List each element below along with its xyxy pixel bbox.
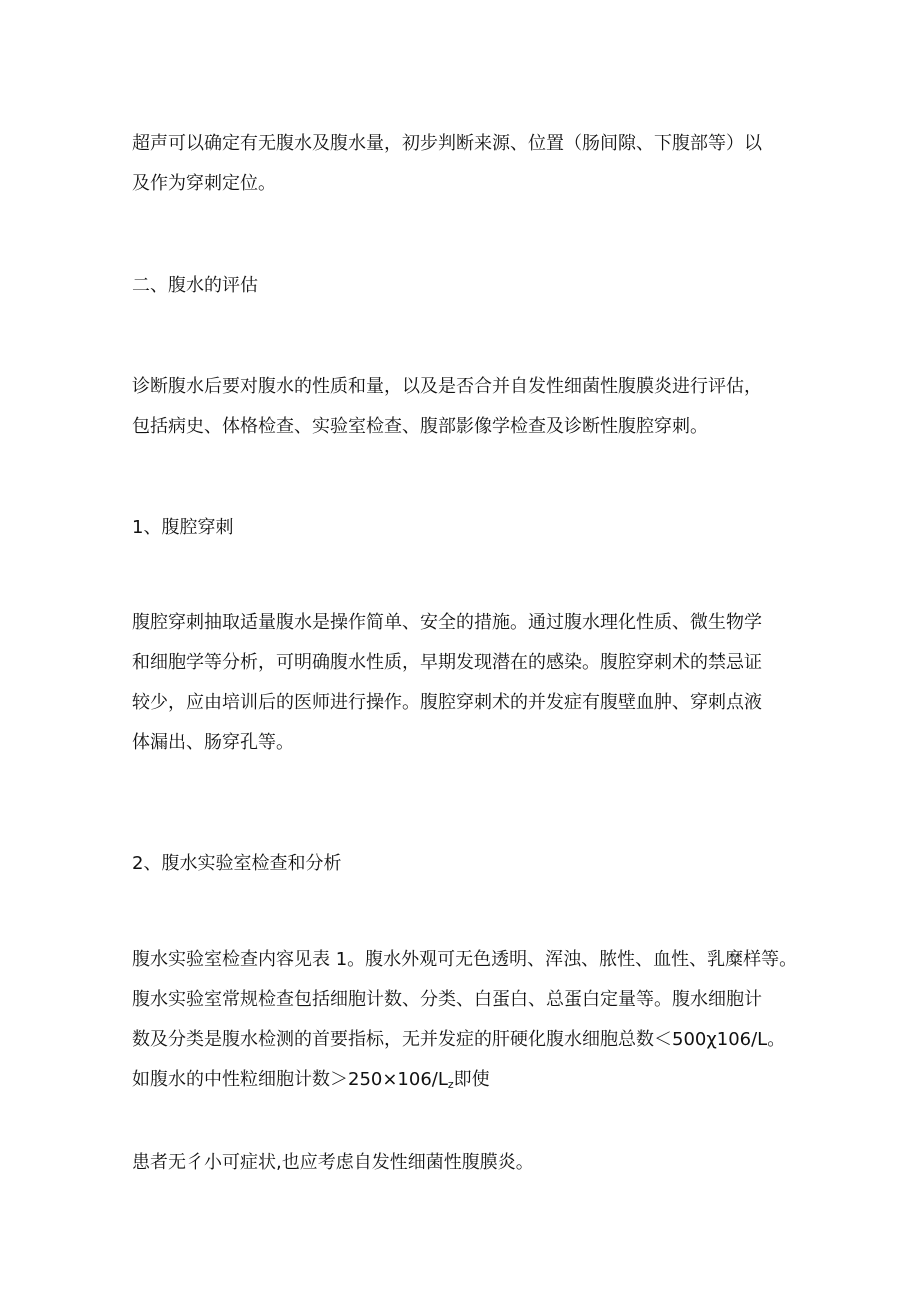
paragraph-sbp-note: 患者无彳小可症状,也应考虑自发性细菌性腹膜炎。 bbox=[132, 1152, 534, 1173]
text-fragment: 如腹水的中性粒细胞计数＞250×106/L bbox=[132, 1069, 448, 1090]
section-heading-ascites-assessment: 二、腹水的评估 bbox=[132, 275, 258, 296]
text-line: 及作为穿刺定位。 bbox=[132, 173, 276, 194]
text-line: 包括病史、体格检查、实验室检查、腹部影像学检查及诊断性腹腔穿刺。 bbox=[132, 416, 708, 437]
paragraph-lab-analysis bbox=[132, 940, 798, 1105]
paragraph-paracentesis bbox=[132, 603, 794, 763]
text-line: 超声可以确定有无腹水及腹水量，初步判断来源、位置（肠间隙、下腹部等）以 bbox=[132, 133, 762, 154]
subsection-heading-lab-analysis: 2、腹水实验室检查和分析 bbox=[132, 853, 342, 874]
text-line: 和细胞学等分析，可明确腹水性质，早期发现潜在的感染。腹腔穿刺术的禁忌证 bbox=[132, 652, 762, 673]
text-line: 诊断腹水后要对腹水的性质和量，以及是否合并自发性细菌性腹膜炎进行评估， bbox=[132, 376, 762, 397]
text-line: 腹水实验室检查内容见表 1。腹水外观可无色透明、浑浊、脓性、血性、乳糜样等。 bbox=[132, 949, 798, 970]
text-line: 较少，应由培训后的医师进行操作。腹腔穿刺术的并发症有腹壁血肿、穿刺点液 bbox=[132, 692, 762, 713]
paragraph-assessment bbox=[132, 367, 794, 447]
text-line: 体漏出、肠穿孔等。 bbox=[132, 732, 294, 753]
paragraph-ultrasound bbox=[132, 124, 794, 204]
subsection-heading-paracentesis: 1、腹腔穿刺 bbox=[132, 517, 234, 538]
text-line: 数及分类是腹水检测的首要指标，无并发症的肝硬化腹水细胞总数＜500χ106/L。 bbox=[132, 1029, 786, 1050]
text-line: 腹水实验室常规检查包括细胞计数、分类、白蛋白、总蛋白定量等。腹水细胞计 bbox=[132, 989, 762, 1010]
text-line: 腹腔穿刺抽取适量腹水是操作简单、安全的措施。通过腹水理化性质、微生物学 bbox=[132, 612, 762, 633]
text-fragment: 即使 bbox=[453, 1069, 490, 1090]
text-line bbox=[132, 1060, 794, 1105]
subscript-fragment: z bbox=[447, 1078, 454, 1091]
